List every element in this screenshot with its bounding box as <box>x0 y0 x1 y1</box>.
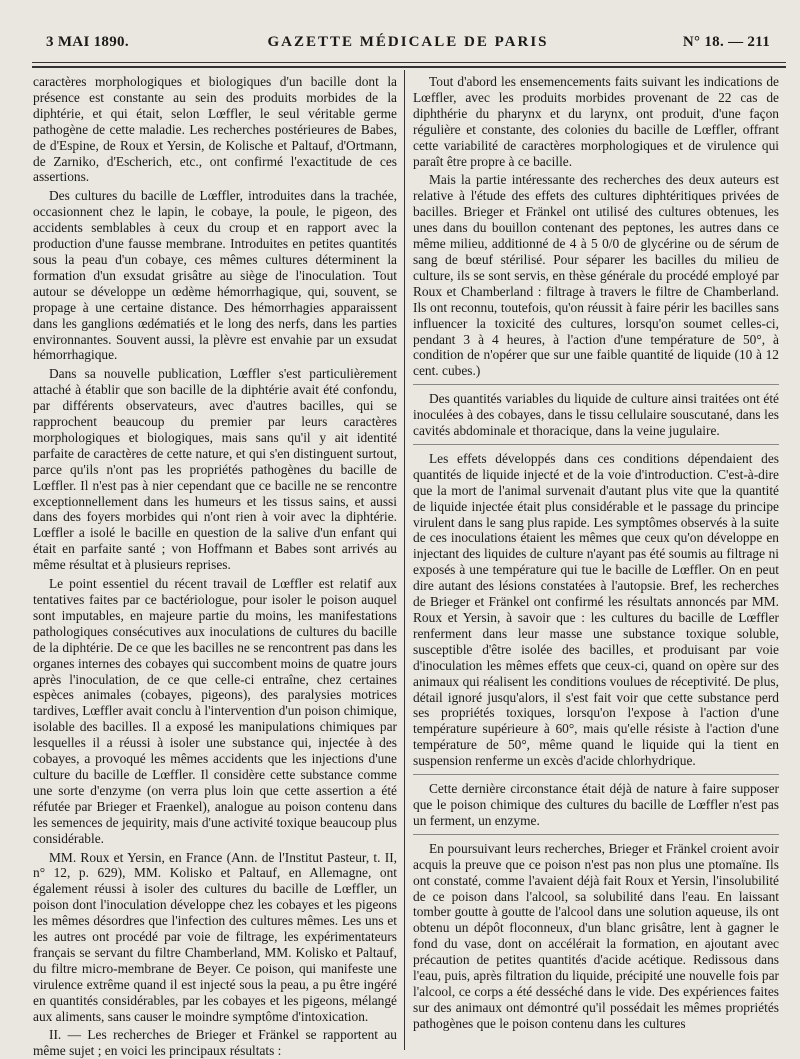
paragraph: Tout d'abord les ensemencements faits suivant les indications de Lœffler, avec les produits morbides provenant de 22 cas de diphthérie du pharynx et du larynx, ont produit, d'une façon régulière et constante, des colonies du bacille de Lœffler, offrant cette variabilité de caractères morphologiques et de virulence qui paraît être propre à ce bacille. <box>413 74 779 169</box>
paragraph: II. — Les recherches de Brieger et Fränkel se rapportent au même sujet ; en voici les principaux résultats : <box>33 1027 397 1059</box>
paragraph: Mais la partie intéressante des recherches des deux auteurs est relative à l'étude des effets des cultures diphtéritiques privées de bacilles. Brieger et Fränkel ont utilisé des cultures obtenues, les unes dans du bouillon contenant des peptones, les autres dans ce même milieu, additionné de 4 à 5 0/0 de glycérine ou de sérum de sang de bœuf stérilisé. Pour séparer les bacilles du milieu de culture, ils se sont servis, en thèse générale du procédé employé par Roux et Chamberland : filtrage à travers le filtre de Chamberland. Ils ont reconnu, toutefois, qu'on réussit à faire périr les bacilles sans influencer la toxicité des cultures, lorsqu'on soumet celles-ci, pendant 3 à 4 heures, à l'action d'une température de 50°, à condition de n'opérer que sur une faible quantité de liquide (10 à 12 cent. cubes.) <box>413 172 779 379</box>
column-divider <box>404 70 405 1050</box>
right-column <box>413 74 779 1049</box>
section-rule <box>413 444 779 445</box>
publication-title: GAZETTE MÉDICALE DE PARIS <box>267 34 549 50</box>
section-rule <box>413 834 779 835</box>
issue-date: 3 MAI 1890. <box>46 34 129 50</box>
paragraph: Cette dernière circonstance était déjà de nature à faire supposer que le poison chimique des cultures du bacille de Lœffler n'est pas un ferment, un enzyme. <box>413 781 779 828</box>
paragraph: Des quantités variables du liquide de culture ainsi traitées ont été inoculées à des cobayes, dans le tissu cellulaire souscutané, dans les cavités abdominale et thoracique, dans la veine jugulaire. <box>413 391 779 439</box>
paragraph: Dans sa nouvelle publication, Lœffler s'est particulièrement attaché à établir que son bacille de la diphtérie avait été confondu, par différents observateurs, avec d'autres bacilles, qui se rapprochent beaucoup du premier par leurs caractères morphologiques et biologiques, mais sans qu'il y ait identité parfaite de caractères de cette nature, et qui s'en distinguent surtout, parce qu'ils n'ont pas les propriétés pathogènes du bacille de Lœffler. Il n'est pas à nier cependant que ce bacille ne se rencontre exceptionnellement dans les humeurs et les tissus sains, et aussi dans des foyers morbides qui n'ont rien à voir avec la diphtérie. Lœffler a isolé le bacille en question de la salive d'un enfant qui était en parfaite santé ; von Hoffmann et Babes sont arrivés au même résultat et à plusieurs reprises. <box>33 366 397 573</box>
paragraph: Des cultures du bacille de Lœffler, introduites dans la trachée, occasionnent chez le lapin, le cobaye, la poule, le pigeon, des accidents semblables à ceux du croup et en rapport avec la production d'une fausse membrane. Introduites en petites quantités sous la peau d'un cobaye, ces mêmes cultures déterminent la formation d'un exsudat grisâtre au siège de l'inoculation. Tout autour se développe un œdème hémorrhagique, qui, souvent, se propage à une certaine distance. Des hémorrhagies apparaissent dans les ganglions œdématiés et le long des nerfs, dans les parties environnantes. Souvent aussi, la plèvre est envahie par un exsudat hémorrhagique. <box>33 188 397 363</box>
paragraph: Les effets développés dans ces conditions dépendaient des quantités de liquide injecté et de la voie d'introduction. C'est-à-dire que la mort de l'animal survenait d'autant plus vite que la quantité de liquide injectée était plus considérable et le passage du principe virulent dans le sang plus rapide. Les symptômes observés à la suite de ces inoculations étaient les mêmes que ceux qu'on développe en injectant des liquides de culture n'ayant pas été soumis au filtrage ni exposés à une température qui tue le bacille de Lœffler. On en peut dire autant des lésions constatées à l'autopsie. Bref, les recherches de Brieger et Fränkel ont confirmé les résultats annoncés par MM. Roux et Yersin, à savoir que : les cultures du bacille de Lœffler renferment dans leur masse une substance toxique soluble, susceptible d'être isolée des bacilles, et produisant par voie d'inoculation les mêmes effets que ceux-ci, quand on opère sur des animaux qui réalisent les conditions voulues de réceptivité. De plus, détail ignoré jusqu'alors, il s'est fait voir que cette substance perd ses propriétés toxiques, lorsqu'on l'expose à l'action d'une température supérieure à 60°, mais qu'elle résiste à l'action d'une température de 50°, même quand le liquide qui la tient en suspension renferme un excès d'acide chlorhydrique. <box>413 450 779 769</box>
header-rule <box>32 62 786 63</box>
paragraph: MM. Roux et Yersin, en France (Ann. de l'Institut Pasteur, t. II, n° 12, p. 629), MM. Kolisko et Paltauf, en Allemagne, ont également réussi à isoler des cultures du bacille de Lœffler, un poison dont l'inoculation développe chez les cobayes et les pigeons les mêmes désordres que l'infection des cultures mêmes. Les uns et les autres ont procédé par voie de filtrage, les expérimentateurs français se servant du filtre Chamberland, MM. Kolisko et Paltauf, du filtre micro-membrane de Beyer. Ce poison, qui manifeste une virulence extrême quand il est injecté sous la peau, a pu être ingéré en quantités considérables, par les cobayes et les pigeons, mélangé aux aliments, sans causer le moindre symptôme d'intoxication. <box>33 849 397 1024</box>
left-column <box>33 74 397 1059</box>
section-rule <box>413 774 779 775</box>
paragraph: En poursuivant leurs recherches, Brieger et Fränkel croient avoir acquis la preuve que ce poison n'est pas non plus une ptomaïne. Ils ont constaté, comme l'avaient déjà fait Roux et Yersin, l'insolubilité de ce poison dans l'alcool, sa solubilité dans l'eau. En laissant tomber goutte à goutte de l'alcool dans une solution aqueuse, ils ont obtenu un dépôt floconneux, d'un blanc grisâtre, lent à gagner le fond du vase, dont on accélérait la formation, en ajoutant avec précaution de petites quantités d'acide acétique. Redissous dans l'eau, puis, après filtration du liquide, précipité une nouvelle fois par l'alcool, ce corps a été desséché dans le vide. Des expériences faites sur des animaux ont démontré qu'il possédait les mêmes propriétés pathogènes que le poison contenu dans les cultures <box>413 840 779 1031</box>
header-rule-thick <box>32 66 786 68</box>
page-number: N° 18. — 211 <box>682 34 770 50</box>
paragraph: caractères morphologiques et biologiques d'un bacille dont la présence est constante au sein des produits morbides de la diphtérie, et qui était, selon Lœffler, le seul véritable germe pathogène de cette maladie. Les recherches postérieures de Babes, de d'Espine, de Roux et Yersin, de Kolische et Paltauf, d'Ortmann, de Zarniko, d'Escherich, etc., ont confirmé l'exactitude de ces assertions. <box>33 74 397 185</box>
paragraph: Le point essentiel du récent travail de Lœffler est relatif aux tentatives faites par ce bactériologue, pour isoler le poison auquel sont imputables, en majeure partie du moins, les manifestations pathologiques consécutives aux inoculations de cultures du bacille de la diphtérie. De ce que les bacilles ne se rencontrent pas dans les organes internes des cobayes qui succombent moins de quatre jours après l'inoculation, de ce que celle-ci entraîne, chez certaines espèces animales (cobayes, pigeons), des paralysies motrices tardives, Lœffler avait conclu à l'intervention d'un poison chimique, isolable des bacilles. Il a exposé les manipulations chimiques par lesquelles il a réussi à isoler une substance qui, injectée à des cobayes, a provoqué les mêmes accidents que les injections d'une culture du bacille de Lœffler. Il considère cette substance comme une sorte d'enzyme (on verra plus loin que cette assertion a été réfutée par Brieger et Fraenkel), analogue au poison contenu dans les semences de jequirity, mais d'une activité toxique beaucoup plus considérable. <box>33 576 397 846</box>
section-rule <box>413 384 779 385</box>
page-header <box>46 34 770 56</box>
